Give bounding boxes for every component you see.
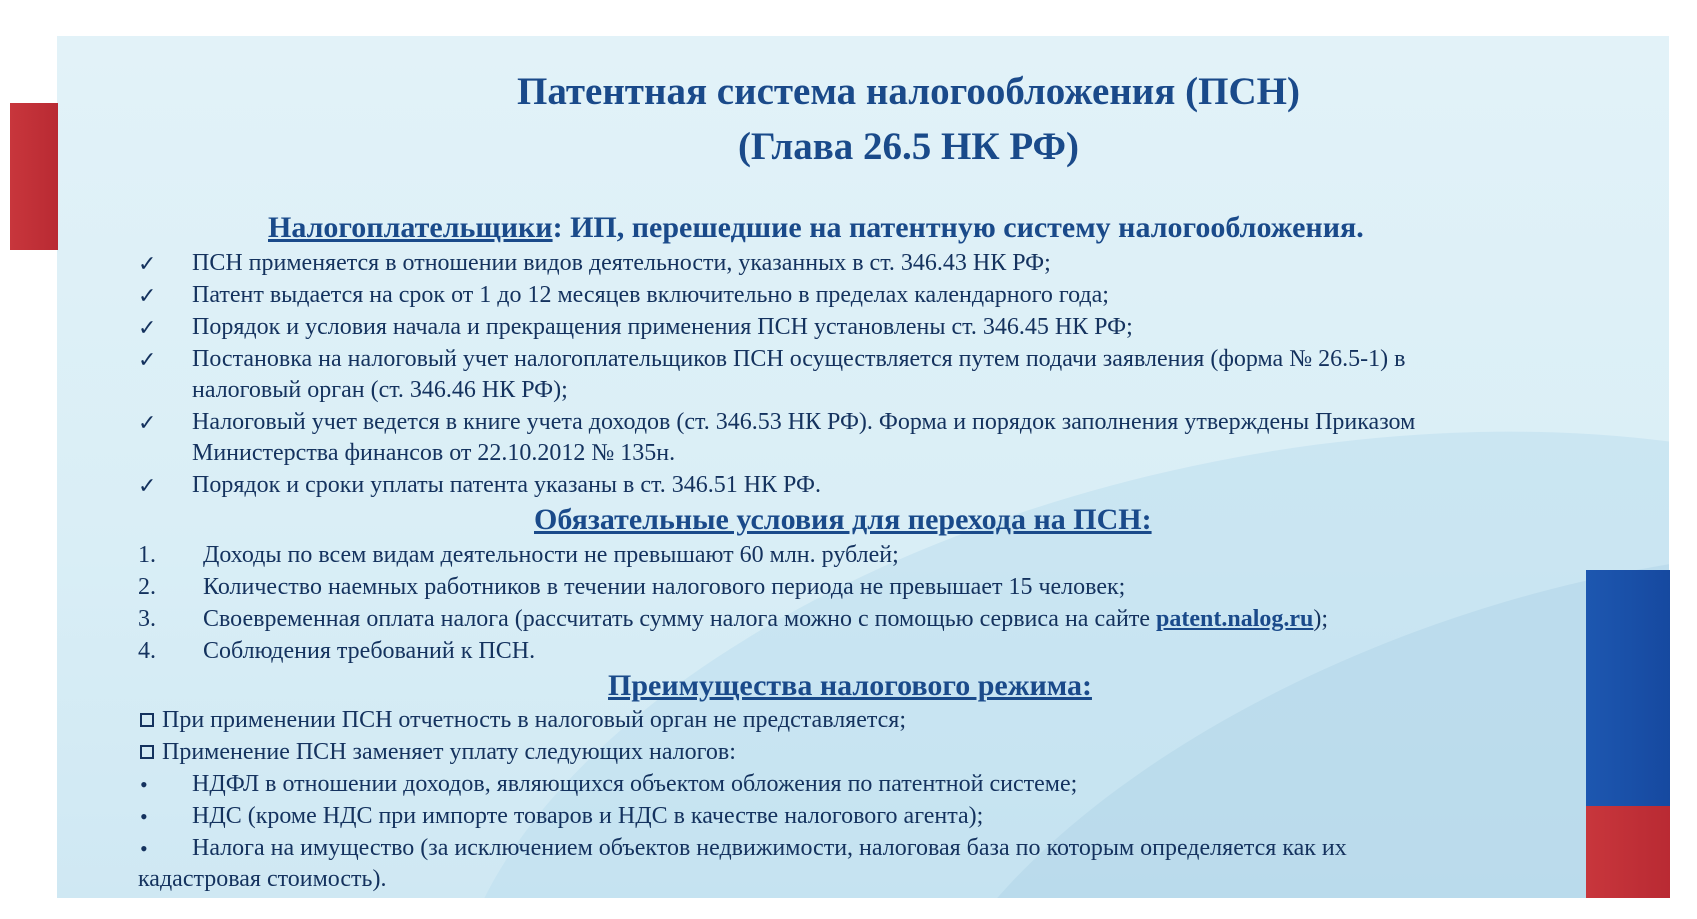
check-icon: ✓ xyxy=(138,283,157,308)
list-item: Соблюдения требований к ПСН. xyxy=(203,638,536,664)
list-item: Патент выдается на срок от 1 до 12 месяцев включительно в пределах календарного года; xyxy=(192,282,1109,308)
title-line-2: (Глава 26.5 НК РФ) xyxy=(737,125,1080,168)
list-item: Количество наемных работников в течении налогового периода не превышает 15 человек; xyxy=(203,574,1126,600)
list-item-continued: Министерства финансов от 22.10.2012 № 135н. xyxy=(192,440,676,466)
list-number: 2. xyxy=(138,574,156,600)
list-item: Постановка на налоговый учет налогоплательщиков ПСН осуществляется путем подачи заявления (форма № 26.5-1) в xyxy=(192,346,1406,372)
check-icon: ✓ xyxy=(138,251,157,276)
list-item: ПСН применяется в отношении видов деятельности, указанных в ст. 346.43 НК РФ; xyxy=(192,250,1051,276)
list-number: 4. xyxy=(138,638,156,664)
check-icon: ✓ xyxy=(138,315,157,340)
list-item: Налога на имущество (за исключением объектов недвижимости, налоговая база по которым определяется как их xyxy=(192,835,1347,861)
conditions-heading xyxy=(534,502,1152,538)
list-number: 1. xyxy=(138,542,156,568)
list-item xyxy=(140,737,736,768)
taxpayers-heading xyxy=(268,210,1364,246)
list-item: НДС (кроме НДС при импорте товаров и НДС в качестве налогового агента); xyxy=(192,803,984,829)
checkbox-square-icon xyxy=(140,745,154,759)
title-line-1: Патентная система налогообложения (ПСН) xyxy=(517,70,1300,113)
conditions-heading-text: Обязательные условия для перехода на ПСН: xyxy=(534,503,1152,536)
check-icon: ✓ xyxy=(138,473,157,498)
list-item-text: Применение ПСН заменяет уплату следующих налогов: xyxy=(162,739,736,765)
list-item: Налоговый учет ведется в книге учета доходов (ст. 346.53 НК РФ). Форма и порядок заполнения утверждены Приказом xyxy=(192,409,1416,435)
taxpayers-heading-rest: : ИП, перешедшие на патентную систему налогообложения. xyxy=(552,211,1364,244)
page-title xyxy=(0,64,1697,174)
list-item: Порядок и условия начала и прекращения применения ПСН установлены ст. 346.45 НК РФ; xyxy=(192,314,1133,340)
list-item: Порядок и сроки уплаты патента указаны в ст. 346.51 НК РФ. xyxy=(192,472,821,498)
list-item-text-after: ); xyxy=(1313,606,1329,632)
list-item xyxy=(203,604,1328,635)
list-item-continued: налоговый орган (ст. 346.46 НК РФ); xyxy=(192,377,568,403)
advantages-heading-text: Преимущества налогового режима: xyxy=(608,669,1092,702)
bullet-icon: • xyxy=(140,772,148,797)
list-item: Доходы по всем видам деятельности не превышают 60 млн. рублей; xyxy=(203,542,899,568)
list-item-continued: кадастровая стоимость). xyxy=(138,866,387,892)
bullet-icon: • xyxy=(140,836,148,861)
list-item-text: Своевременная оплата налога (рассчитать сумму налога можно с помощью сервиса на сайте xyxy=(203,606,1157,632)
list-item: НДФЛ в отношении доходов, являющихся объектом обложения по патентной системе; xyxy=(192,771,1078,797)
list-item xyxy=(140,705,906,736)
taxpayers-heading-underlined: Налогоплательщики xyxy=(268,211,553,244)
list-item-text: При применении ПСН отчетность в налоговый орган не представляется; xyxy=(162,707,907,733)
patent-nalog-link[interactable]: patent.nalog.ru xyxy=(1156,606,1314,632)
check-icon: ✓ xyxy=(138,410,157,435)
list-number: 3. xyxy=(138,606,156,632)
advantages-heading xyxy=(608,668,1092,704)
check-icon: ✓ xyxy=(138,347,157,372)
checkbox-square-icon xyxy=(140,713,154,727)
bullet-icon: • xyxy=(140,804,148,829)
